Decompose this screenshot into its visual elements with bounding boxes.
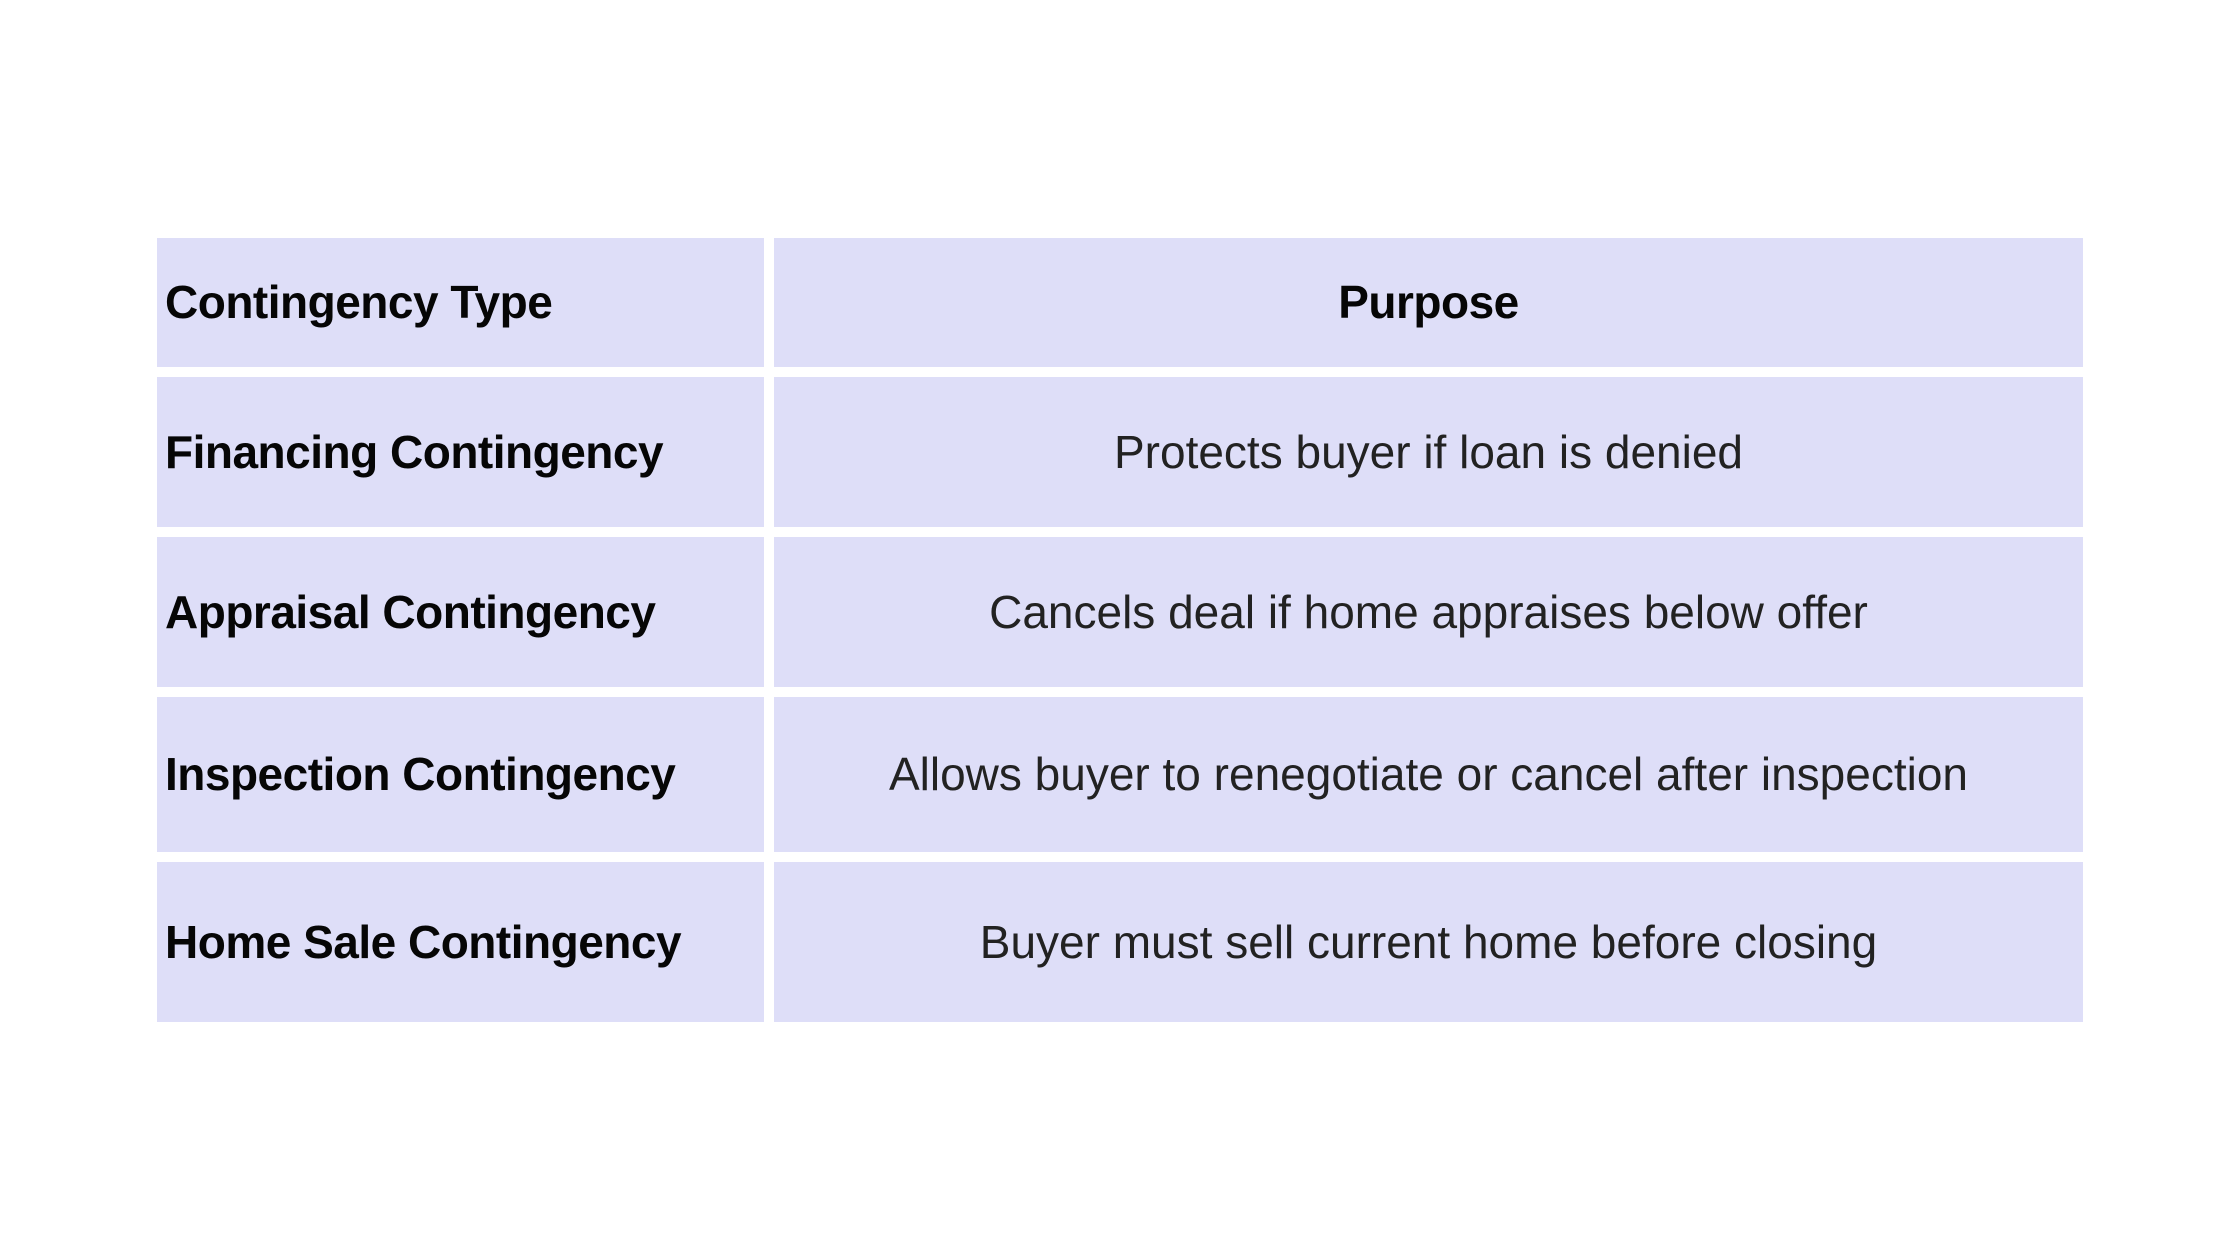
row-home-sale-purpose-cell: Buyer must sell current home before closing <box>774 862 2083 1022</box>
row-financing-purpose-cell: Protects buyer if loan is denied <box>774 377 2083 527</box>
row-inspection-purpose-cell: Allows buyer to renegotiate or cancel after inspection <box>774 697 2083 852</box>
header-cell-contingency-type: Contingency Type <box>157 238 764 367</box>
header-cell-purpose: Purpose <box>774 238 2083 367</box>
row-financing-type-cell: Financing Contingency <box>157 377 764 527</box>
row-appraisal-purpose-cell: Cancels deal if home appraises below offer <box>774 537 2083 687</box>
row-home-sale-type-cell: Home Sale Contingency <box>157 862 764 1022</box>
row-appraisal-type-cell: Appraisal Contingency <box>157 537 764 687</box>
row-inspection-type-cell: Inspection Contingency <box>157 697 764 852</box>
contingency-table <box>157 238 2083 1022</box>
